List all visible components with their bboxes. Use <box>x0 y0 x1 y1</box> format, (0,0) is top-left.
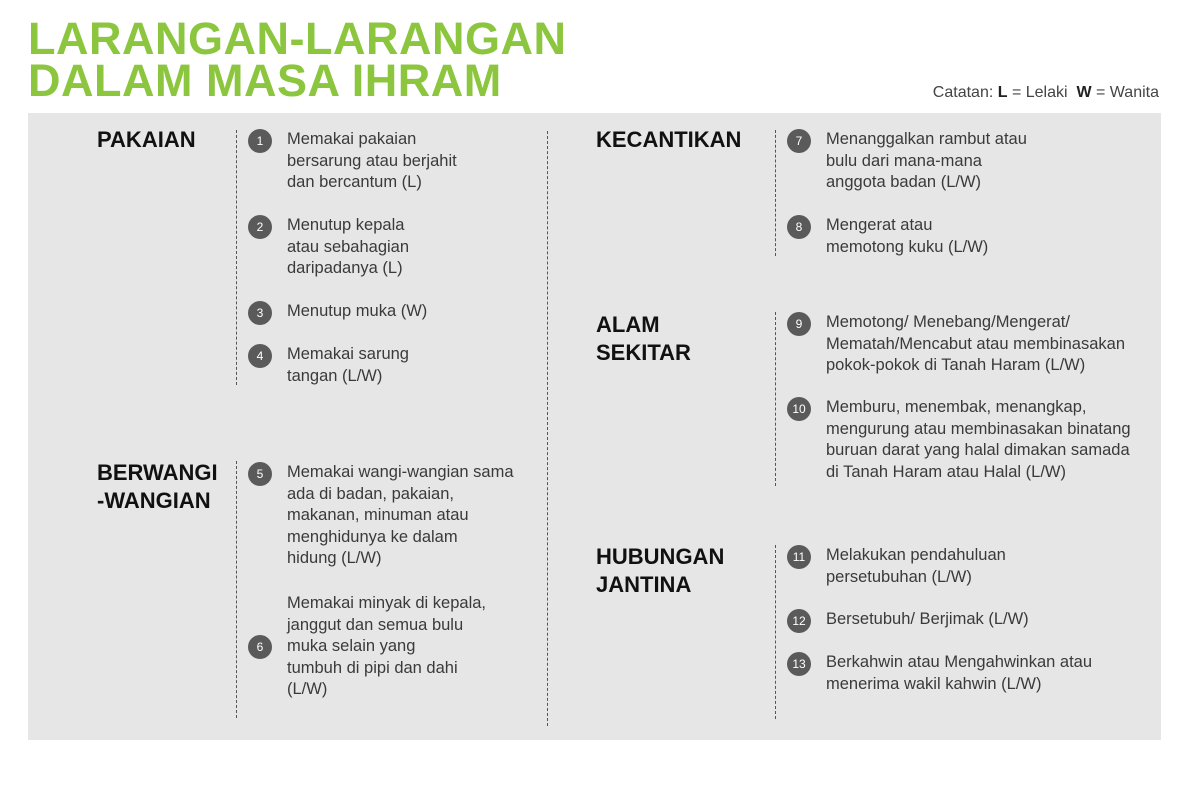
item-text: Memburu, menembak, menangkap, mengurung atau membinasakan binatang buruan darat yang halal dimakan samada di Tanah Haram atau Halal (L/W) <box>826 398 1131 481</box>
item-text: Memakai sarung tangan (L/W) <box>287 345 409 385</box>
page-title <box>28 13 567 106</box>
list-item <box>787 545 1006 588</box>
category-berwangi-title: BERWANGI -WANGIAN <box>97 460 218 513</box>
category-hubungan-jantina-divider <box>775 545 776 719</box>
column-divider <box>547 131 548 726</box>
item-number-badge: 10 <box>787 397 811 421</box>
item-text: Memakai minyak di kepala, janggut dan semua bulu muka selain yang tumbuh di pipi dan dahi (L/W) <box>287 594 486 698</box>
item-text: Mengerat atau memotong kuku (L/W) <box>826 216 989 256</box>
item-number-badge: 8 <box>787 215 811 239</box>
title-line-2: DALAM MASA IHRAM <box>28 55 502 106</box>
item-number-badge: 6 <box>248 635 272 659</box>
title-line-1: LARANGAN-LARANGAN <box>28 13 567 64</box>
item-number-badge: 3 <box>248 301 272 325</box>
list-item <box>248 344 409 387</box>
item-number-badge: 1 <box>248 129 272 153</box>
list-item <box>248 215 409 280</box>
item-text: Melakukan pendahuluan persetubuhan (L/W) <box>826 546 1006 586</box>
item-number-badge: 9 <box>787 312 811 336</box>
list-item <box>248 301 427 325</box>
legend-note <box>933 84 1159 102</box>
item-number-badge: 11 <box>787 545 811 569</box>
item-number-badge: 5 <box>248 462 272 486</box>
list-item <box>787 397 1131 483</box>
list-item <box>787 652 1092 695</box>
list-item <box>787 215 988 258</box>
list-item <box>248 593 486 701</box>
category-kecantikan-title: KECANTIKAN <box>596 127 742 152</box>
category-hubungan-jantina-title: HUBUNGAN JANTINA <box>596 544 725 597</box>
item-number-badge: 7 <box>787 129 811 153</box>
list-item <box>787 609 1029 633</box>
category-berwangi-divider <box>236 461 237 718</box>
item-number-badge: 2 <box>248 215 272 239</box>
note-l-value: = Lelaki <box>1007 84 1077 101</box>
category-pakaian-divider <box>236 130 237 385</box>
note-w-value: = Wanita <box>1091 84 1159 101</box>
item-text: Menutup kepala atau sebahagian daripadanya (L) <box>287 216 410 277</box>
item-number-badge: 13 <box>787 652 811 676</box>
item-text: Memakai wangi-wangian sama ada di badan, pakaian, makanan, minuman atau menghidunya ke dalam hidung (L/W) <box>287 463 514 567</box>
category-pakaian-title: PAKAIAN <box>97 127 196 152</box>
list-item <box>787 312 1125 377</box>
category-alam-sekitar-divider <box>775 312 776 486</box>
list-item <box>248 129 457 194</box>
note-l-key: L <box>997 84 1008 101</box>
item-text: Memakai pakaian bersarung atau berjahit dan bercantum (L) <box>287 130 457 191</box>
category-alam-sekitar-title: ALAM SEKITAR <box>596 312 691 365</box>
item-text: Menanggalkan rambut atau bulu dari mana-mana anggota badan (L/W) <box>826 130 1027 191</box>
item-number-badge: 12 <box>787 609 811 633</box>
category-kecantikan-divider <box>775 130 776 256</box>
item-text: Bersetubuh/ Berjimak (L/W) <box>826 610 1029 628</box>
list-item <box>248 462 514 570</box>
note-w-key: W <box>1076 84 1092 101</box>
note-prefix: Catatan: <box>932 84 998 101</box>
item-text: Menutup muka (W) <box>287 302 428 320</box>
item-text: Memotong/ Menebang/Mengerat/ Mematah/Mencabut atau membinasakan pokok-pokok di Tanah Haram (L/W) <box>826 313 1125 374</box>
item-number-badge: 4 <box>248 344 272 368</box>
content-panel <box>28 113 1161 740</box>
item-text: Berkahwin atau Mengahwinkan atau menerima wakil kahwin (L/W) <box>826 653 1093 693</box>
list-item <box>787 129 1027 194</box>
